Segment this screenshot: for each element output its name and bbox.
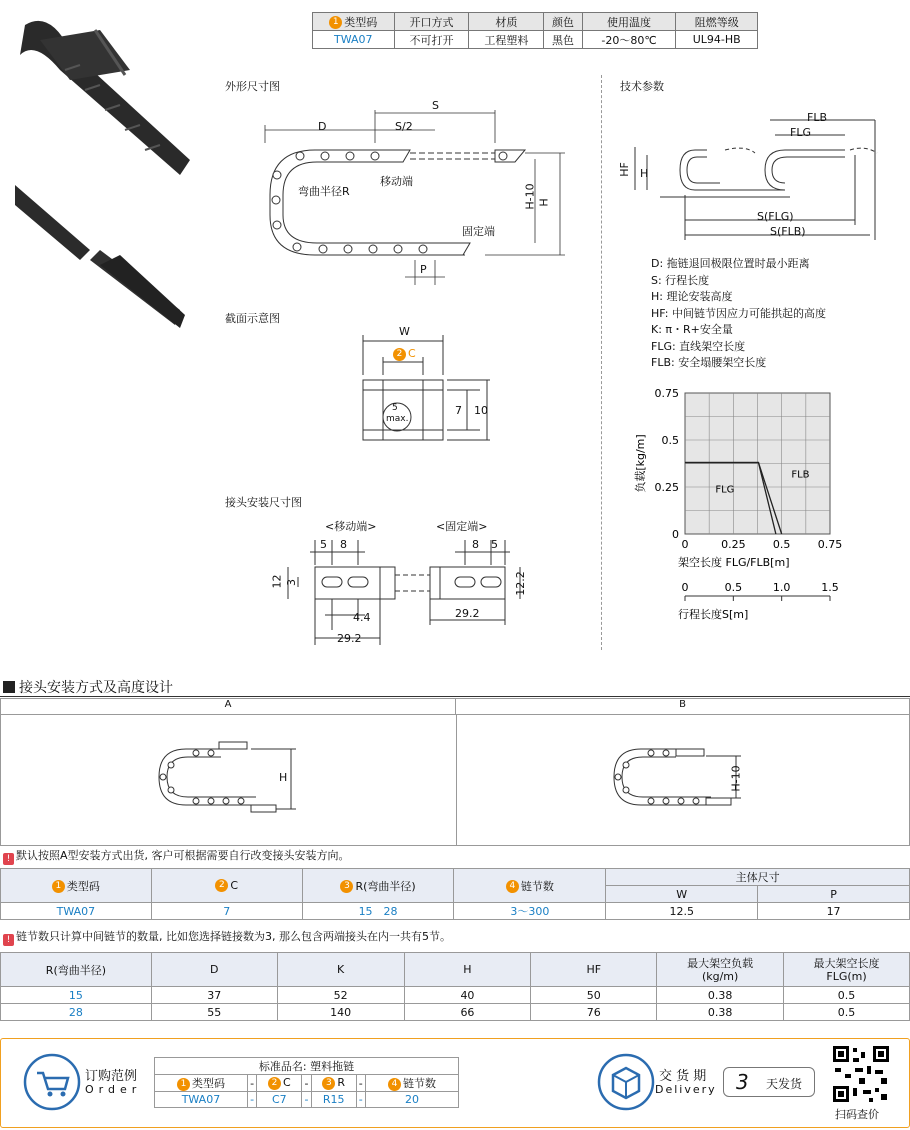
order-table bbox=[154, 1057, 459, 1108]
label-joint-fixed: <固定端> bbox=[436, 520, 488, 533]
order-dash: - bbox=[302, 1092, 311, 1108]
label-D: D bbox=[318, 120, 327, 133]
x-axis-label: 架空长度 FLG/FLB[m] bbox=[678, 556, 790, 569]
label-C: 2 C bbox=[393, 347, 416, 361]
install-a-label: H bbox=[279, 771, 288, 784]
label-joint-5b: 5 bbox=[491, 538, 498, 551]
y-tick-label: 0.75 bbox=[654, 387, 679, 400]
td3-h: 66 bbox=[404, 1004, 531, 1021]
annotation-flg: FLG bbox=[715, 484, 735, 496]
y-tick-label: 0.5 bbox=[661, 434, 679, 447]
label-joint-8b: 8 bbox=[472, 538, 479, 551]
order-v-r: R15 bbox=[311, 1092, 356, 1108]
product-photo bbox=[10, 10, 210, 340]
td3-hf: 50 bbox=[531, 987, 657, 1004]
std-name: 标准品名: 塑料拖链 bbox=[155, 1058, 459, 1075]
th-w: W bbox=[606, 886, 758, 903]
tech-label-H: H bbox=[640, 167, 649, 180]
delivery-badge bbox=[723, 1067, 815, 1097]
x-tick-label: 0 bbox=[681, 538, 689, 551]
install-b-label: H-10 bbox=[729, 765, 743, 792]
section-drawing bbox=[355, 335, 495, 445]
qr-code[interactable] bbox=[831, 1044, 891, 1104]
td3-maxload: 0.38 bbox=[657, 987, 784, 1004]
spec-value-material: 工程塑料 bbox=[469, 31, 544, 49]
th-c: 2 C bbox=[151, 869, 302, 903]
tech-title: 技术参数 bbox=[620, 80, 664, 93]
spec-value-temp: -20～80℃ bbox=[582, 31, 676, 49]
spec-value-flame: UL94-HB bbox=[676, 31, 758, 49]
spec-header-open: 开口方式 bbox=[394, 13, 469, 31]
order-h-r: 3 R bbox=[311, 1075, 356, 1092]
label-P: P bbox=[420, 263, 427, 276]
order-title: 订购范例 bbox=[85, 1069, 138, 1084]
td-links: 3～300 bbox=[454, 903, 606, 920]
stroke-tick-label: 0.5 bbox=[724, 581, 743, 594]
td-w: 12.5 bbox=[606, 903, 758, 920]
spec-table bbox=[312, 12, 758, 49]
y-axis-label: 负载[kg/m] bbox=[634, 434, 647, 493]
load-chart bbox=[630, 385, 870, 635]
label-H10: H-10 bbox=[523, 183, 537, 210]
x-tick-label: 0.75 bbox=[817, 538, 843, 551]
th-p: P bbox=[758, 886, 910, 903]
label-joint-moving: <移动端> bbox=[325, 520, 377, 533]
order-dash: - bbox=[356, 1075, 365, 1092]
size-table bbox=[0, 952, 910, 1021]
delivery-title: 交 货 期 bbox=[659, 1069, 707, 1084]
tech-label-HF: HF bbox=[617, 162, 631, 177]
th-type: 1 类型码 bbox=[1, 869, 152, 903]
tech-label-SFLB: S(FLB) bbox=[770, 225, 806, 238]
label-joint-122: 12.2 bbox=[513, 571, 527, 596]
col-b-header: B bbox=[456, 699, 909, 715]
th3-d: D bbox=[151, 953, 277, 987]
stroke-axis-label: 行程长度S[m] bbox=[678, 608, 749, 621]
order-v-links: 20 bbox=[366, 1092, 459, 1108]
notice-1: ! 默认按照A型安装方式出货, 客户可根据需要自行改变接头安装方向。 bbox=[0, 847, 350, 865]
td-r: 15 28 bbox=[302, 903, 454, 920]
label-bend-radius: 弯曲半径R bbox=[298, 185, 350, 198]
joint-title: 接头安装尺寸图 bbox=[225, 496, 302, 509]
notice-2: ! 链节数只计算中间链节的数量, 比如您选择链接数为3, 那么包含两端接头在内一共有5节。 bbox=[0, 928, 451, 946]
legend-item: K: π・R+安全量 bbox=[651, 323, 733, 336]
qr-label: 扫码查价 bbox=[835, 1108, 879, 1121]
th-r: 3 R(弯曲半径) bbox=[302, 869, 454, 903]
tech-drawing bbox=[615, 105, 905, 245]
order-v-c: C7 bbox=[257, 1092, 302, 1108]
td3-maxload: 0.38 bbox=[657, 1004, 784, 1021]
annotation-flb: FLB bbox=[791, 469, 810, 481]
label-joint-44: 4.4 bbox=[353, 611, 371, 624]
td3-d: 55 bbox=[151, 1004, 277, 1021]
tech-legend bbox=[651, 256, 826, 372]
legend-item: FLB: 安全塌腰架空长度 bbox=[651, 356, 767, 369]
spec-value-color: 黑色 bbox=[544, 31, 582, 49]
order-dash: - bbox=[356, 1092, 365, 1108]
section2-title: 接头安装方式及高度设计 bbox=[0, 677, 910, 697]
stroke-tick-label: 1.5 bbox=[821, 581, 839, 594]
td3-k: 140 bbox=[277, 1004, 404, 1021]
td-p: 17 bbox=[758, 903, 910, 920]
label-max-5: 5 bbox=[392, 403, 398, 413]
order-dash: - bbox=[247, 1075, 256, 1092]
legend-item: H: 理论安装高度 bbox=[651, 290, 733, 303]
order-h-c: 2 C bbox=[257, 1075, 302, 1092]
legend-item: FLG: 直线架空长度 bbox=[651, 339, 746, 353]
y-tick-label: 0.25 bbox=[654, 481, 679, 494]
cart-icon bbox=[23, 1053, 81, 1111]
label-max: max. bbox=[386, 414, 409, 424]
label-seven: 7 bbox=[455, 404, 462, 417]
tech-label-SFLG: S(FLG) bbox=[757, 210, 794, 223]
legend-item: S: 行程长度 bbox=[651, 273, 710, 287]
label-moving-end: 移动端 bbox=[380, 175, 413, 188]
order-subtitle: Order bbox=[85, 1083, 142, 1096]
spec-header-color: 颜色 bbox=[544, 13, 582, 31]
th3-maxlen: 最大架空长度 FLG(m) bbox=[784, 953, 910, 987]
label-joint-292b: 29.2 bbox=[455, 607, 480, 620]
td3-maxlen: 0.5 bbox=[784, 1004, 910, 1021]
label-W: W bbox=[399, 325, 410, 338]
col-divider bbox=[456, 715, 457, 845]
td3-maxlen: 0.5 bbox=[784, 987, 910, 1004]
delivery-icon bbox=[597, 1053, 655, 1111]
spec-header-type: 1 类型码 bbox=[313, 13, 395, 31]
outline-title: 外形尺寸图 bbox=[225, 80, 280, 93]
delivery-days: 3 bbox=[736, 1070, 749, 1094]
th3-r: R(弯曲半径) bbox=[1, 953, 152, 987]
joint-drawing bbox=[270, 535, 540, 650]
th3-hf: HF bbox=[531, 953, 657, 987]
section-title: 截面示意图 bbox=[225, 312, 280, 325]
td3-hf: 76 bbox=[531, 1004, 657, 1021]
spec-header-temp: 使用温度 bbox=[582, 13, 676, 31]
td-c: 7 bbox=[151, 903, 302, 920]
label-joint-12: 12 bbox=[270, 574, 284, 589]
spec-header-material: 材质 bbox=[469, 13, 544, 31]
label-joint-3: 3 bbox=[285, 579, 298, 586]
model-table bbox=[0, 868, 910, 920]
col-a-header: A bbox=[1, 699, 456, 715]
label-joint-292a: 29.2 bbox=[337, 632, 362, 645]
delivery-subtitle: Delivery bbox=[655, 1083, 717, 1096]
td3-d: 37 bbox=[151, 987, 277, 1004]
order-h-type: 1 类型码 bbox=[155, 1075, 248, 1092]
legend-item: D: 拖链退回极限位置时最小距离 bbox=[651, 257, 810, 270]
stroke-tick-label: 0 bbox=[681, 581, 689, 594]
td3-r: 15 bbox=[1, 987, 152, 1004]
order-dash: - bbox=[302, 1075, 311, 1092]
order-footer bbox=[0, 1038, 910, 1128]
td3-r: 28 bbox=[1, 1004, 152, 1021]
order-v-type: TWA07 bbox=[155, 1092, 248, 1108]
label-ten: 10 bbox=[474, 404, 488, 417]
tech-label-FLG: FLG bbox=[790, 126, 811, 139]
label-H: H bbox=[537, 198, 551, 207]
label-joint-8a: 8 bbox=[340, 538, 347, 551]
spec-header-flame: 阻燃等级 bbox=[676, 13, 758, 31]
td3-k: 52 bbox=[277, 987, 404, 1004]
label-S: S bbox=[432, 99, 439, 112]
install-panel bbox=[0, 698, 910, 846]
label-joint-5a: 5 bbox=[320, 538, 327, 551]
stroke-tick-label: 1.0 bbox=[772, 581, 791, 594]
order-h-links: 4 链节数 bbox=[366, 1075, 459, 1092]
tech-label-FLB: FLB bbox=[807, 111, 828, 124]
vertical-divider bbox=[601, 75, 602, 650]
td3-h: 40 bbox=[404, 987, 531, 1004]
spec-value-open: 不可打开 bbox=[394, 31, 469, 49]
order-dash: - bbox=[247, 1092, 256, 1108]
label-S2: S/2 bbox=[395, 120, 413, 133]
td-type: TWA07 bbox=[1, 903, 152, 920]
th-main-size: 主体尺寸 bbox=[606, 869, 910, 886]
spec-value-type: TWA07 bbox=[313, 31, 395, 49]
x-tick-label: 0.25 bbox=[721, 538, 746, 551]
label-fixed-end: 固定端 bbox=[462, 225, 495, 238]
th3-h: H bbox=[404, 953, 531, 987]
delivery-days-label: 天发货 bbox=[766, 1077, 803, 1091]
th3-k: K bbox=[277, 953, 404, 987]
th3-maxload: 最大架空负载 (kg/m) bbox=[657, 953, 784, 987]
y-tick-label: 0 bbox=[672, 528, 679, 541]
x-tick-label: 0.5 bbox=[772, 538, 791, 551]
th-links: 4 链节数 bbox=[454, 869, 606, 903]
legend-item: HF: 中间链节因应力可能拱起的高度 bbox=[651, 306, 826, 320]
